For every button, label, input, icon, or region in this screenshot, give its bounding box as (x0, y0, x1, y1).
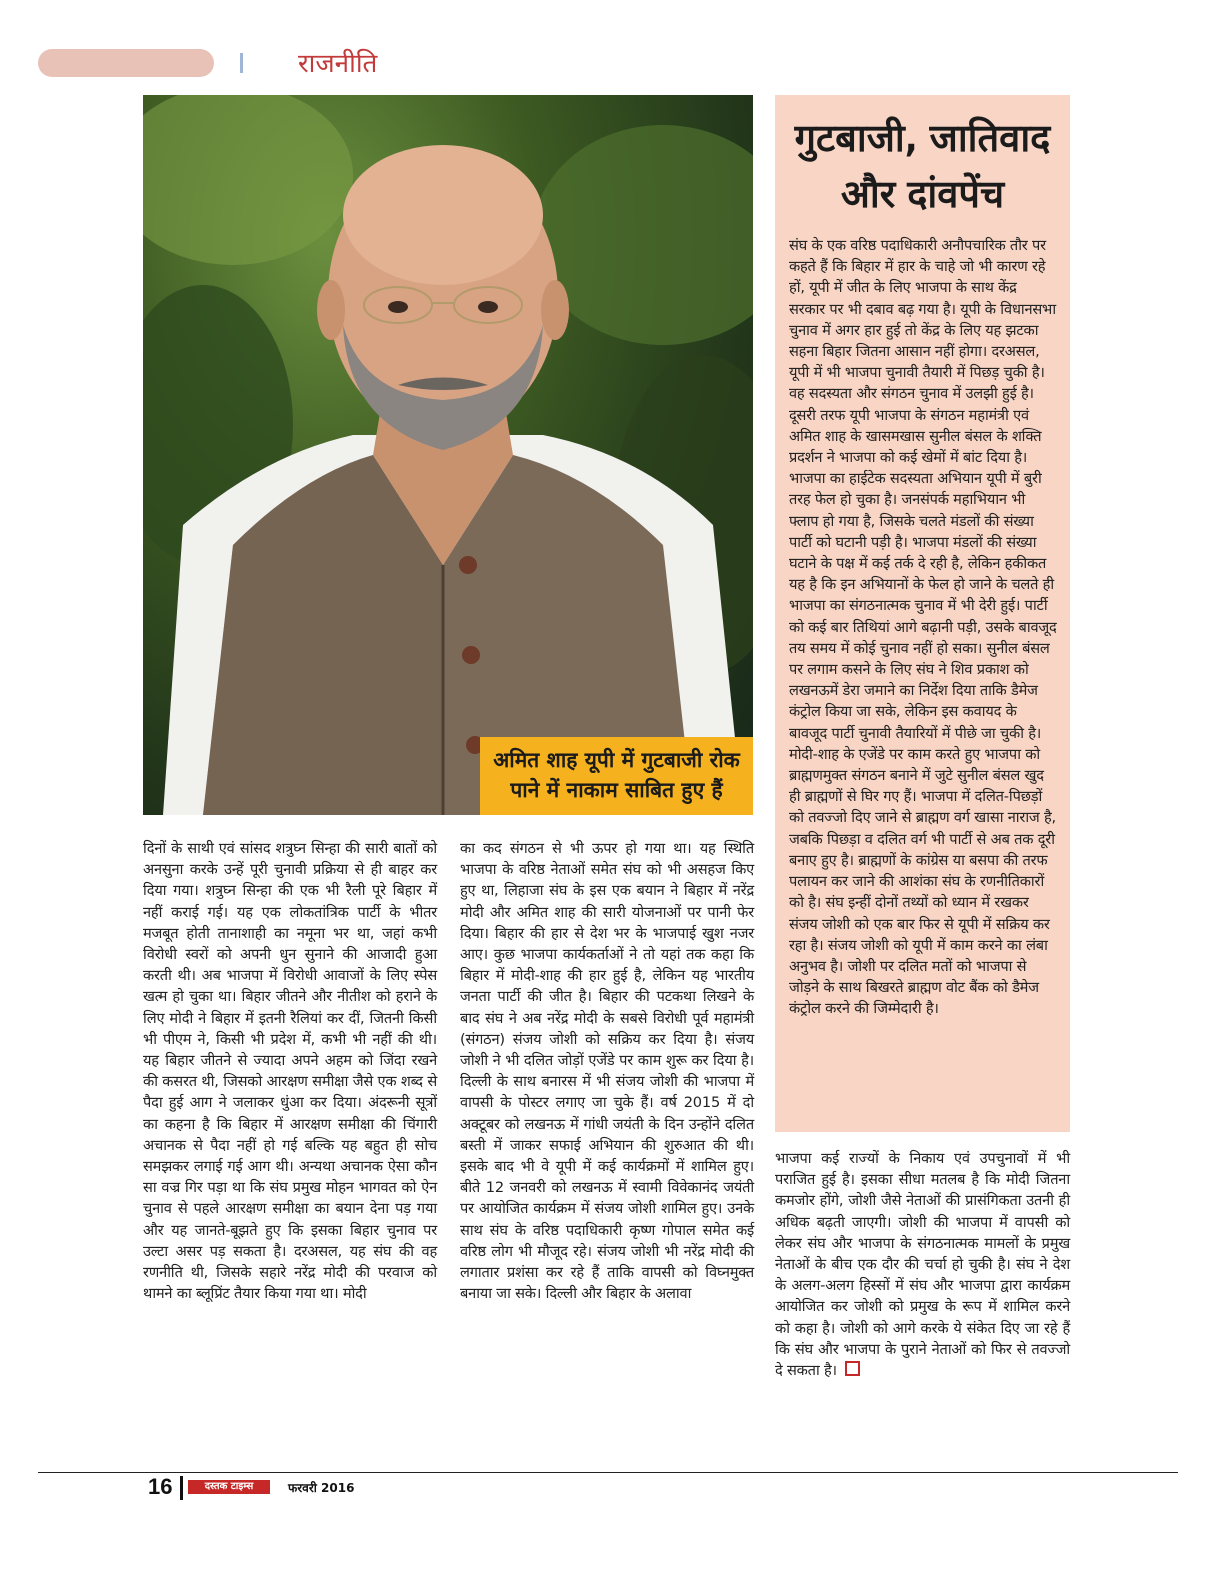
header-pill (38, 49, 214, 77)
page-number: 16 (148, 1474, 173, 1499)
article-column-1: दिनों के साथी एवं सांसद शत्रुघ्न सिन्हा की सारी बातों को अनसुना करके उन्हें पूरी चुनावी प्रक्रिया से ही बाहर कर दिया गया। शत्रुघ्न सिन्हा की एक भी रैली पूरे बिहार में नहीं कराई गई। यह एक लोकतांत्रिक पार्टी के भीतर मजबूत होती तानाशाही का नमूना भर था, जहां कभी विरोधी स्वरों को अपनी धुन सुनाने की आजादी हुआ करती थी। अब भाजपा में विरोधी आवाजों के लिए स्पेस खत्म हो चुका था। बिहार जीतने और नीतीश को हराने के लिए मोदी ने बिहार में इतनी रैलियां कर दीं, जितनी किसी भी पीएम ने, किसी भी प्रदेश में, कभी भी नहीं की थी। यह बिहार जीतने से ज्यादा अपने अहम को जिंदा रखने की कसरत थी, जिसको आरक्षण समीक्षा जैसे एक शब्द से पैदा हुई आग ने जलाकर धुंआ कर दिया। अंदरूनी सूत्रों का कहना है कि बिहार में आरक्षण समीक्षा की चिंगारी अचानक से पैदा नहीं हो गई बल्कि यह बहुत ही सोच समझकर लगाई गई आग थी। अन्यथा अचानक ऐसा कौन सा वज्र गिर पड़ा था कि संघ प्रमुख मोहन भागवत को ऐन चुनाव से पहले आरक्षण समीक्षा का बयान देना पड़ गया और यह जानते-बूझते हुए कि इसका बिहार चुनाव पर उल्टा असर पड़ सकता है। दरअसल, यह संघ की वह रणनीति थी, जिसके सहारे नरेंद्र मोदी की परवाज को थामने का ब्लूप्रिंट तैयार किया गया था। मोदी (143, 840, 437, 1303)
footer-rule (38, 1472, 1178, 1473)
brand-logo: दस्तक टाइम्स (188, 1480, 270, 1494)
footer-separator (180, 1476, 183, 1500)
photo-caption: अमित शाह यूपी में गुटबाजी रोक पाने में नाकाम साबित हुए हैं (480, 737, 753, 815)
sidebar-headline-line2: और दांवपेंच (840, 172, 1005, 216)
article-column-3 (775, 1148, 1070, 1381)
sidebar-body (789, 235, 1057, 1020)
issue-date: फरवरी 2016 (288, 1481, 355, 1495)
sidebar-headline (775, 110, 1070, 222)
sidebar-paragraph-2: मोदी-शाह के एजेंडे पर काम करते हुए भाजपा को ब्राह्मणमुक्त संगठन बनाने में जुटे सुनील बंसल खुद ही ब्राह्मणों से घिर गए हैं। भाजपा में दलित-पिछड़ों को तवज्जो दिए जाने से ब्राह्मण वर्ग खासा नाराज है, जबकि पिछड़ा व दलित वर्ग भी पार्टी से अब तक दूरी बनाए हुए है। ब्राह्मणों के कांग्रेस या बसपा की तरफ पलायन कर जाने की आशंका संघ के रणनीतिकारों को है। संघ इन्हीं दोनों तथ्यों को ध्यान में रखकर संजय जोशी को एक बार फिर से यूपी में सक्रिय कर रहा है। संजय जोशी को यूपी में काम करने का लंबा अनुभव है। जोशी पर दलित मतों को भाजपा से जोड़ने के साथ बिखरते ब्राह्मण वोट बैंक को डैमेज कंट्रोल करने की जिम्मेदारी है। (789, 745, 1056, 1018)
sidebar-paragraph-1: संघ के एक वरिष्ठ पदाधिकारी अनौपचारिक तौर पर कहते हैं कि बिहार में हार के चाहे जो भी कारण रहे हों, यूपी में जीत के लिए भाजपा के साथ केंद्र सरकार पर भी दबाव बढ़ गया है। यूपी के विधानसभा चुनाव में अगर हार हुई तो केंद्र के लिए यह झटका सहना बिहार जितना आसान नहीं होगा। दरअसल, यूपी में भी भाजपा चुनावी तैयारी में पिछड़ चुकी है। वह सदस्यता और संगठन चुनाव में उलझी हुई है। दूसरी तरफ यूपी भाजपा के संगठन महामंत्री एवं अमित शाह के खासमखास सुनील बंसल के शक्ति प्रदर्शन ने भाजपा को कई खेमों में बांट दिया है। भाजपा का हाईटेक सदस्यता अभियान यूपी में बुरी तरह फेल हो चुका है। जनसंपर्क महाभियान भी फ्लाप हो गया है, जिसके चलते मंडलों की संख्या पार्टी को घटानी पड़ी है। भाजपा मंडलों की संख्या घटाने के पक्ष में कई तर्क दे रही है, लेकिन हकीकत यह है कि इन अभियानों के फेल हो जाने के चलते ही भाजपा का संगठनात्मक चुनाव में भी देरी हुई। पार्टी को कई बार तिथियां आगे बढ़ानी पड़ी, उसके बावजूद तय समय में कोई चुनाव नहीं हो सका। सुनील बंसल पर लगाम कसने के लिए संघ ने शिव प्रकाश को लखनऊमें डेरा जमाने का निर्देश दिया ताकि डैमेज कंट्रोल किया जा सके, लेकिन इस कवायद के बावजूद पार्टी चुनावी तैयारियों में पीछे जा चुकी है। (789, 237, 1057, 742)
section-title: राजनीति (298, 49, 378, 79)
end-mark-icon (845, 1361, 860, 1376)
portrait-illustration (143, 95, 753, 815)
article-column-2: का कद संगठन से भी ऊपर हो गया था। यह स्थिति भाजपा के वरिष्ठ नेताओं समेत संघ को भी असहज किए हुए था, लिहाजा संघ के इस एक बयान ने बिहार में नरेंद्र मोदी और अमित शाह की सारी योजनाओं पर पानी फेर दिया। बिहार की हार से देश भर के भाजपाई खुश नजर आए। कुछ भाजपा कार्यकर्ताओं ने तो यहां तक कहा कि बिहार में मोदी-शाह की हार हुई है, लेकिन यह भारतीय जनता पार्टी की जीत है। बिहार की पटकथा लिखने के बाद संघ ने अब नरेंद्र मोदी के सबसे विरोधी पूर्व महामंत्री (संगठन) संजय जोशी को सक्रिय कर दिया है। संजय जोशी ने भी दलित जोड़ों एजेंडे पर काम शुरू कर दिया है। दिल्ली के साथ बनारस में भी संजय जोशी की भाजपा में वापसी के पोस्टर लगाए जा चुके हैं। वर्ष 2015 में दो अक्टूबर को लखनऊ में गांधी जयंती के दिन उन्होंने दलित बस्ती में जाकर सफाई अभियान की शुरुआत की थी। इसके बाद भी वे यूपी में कई कार्यक्रमों में शामिल हुए। बीते 12 जनवरी को लखनऊ में स्वामी विवेकानंद जयंती पर आयोजित कार्यक्रम में संजय जोशी शामिल हुए। उनके साथ संघ के वरिष्ठ पदाधिकारी कृष्ण गोपाल समेत कई वरिष्ठ लोग भी मौजूद रहे। संजय जोशी भी नरेंद्र मोदी की लगातार प्रशंसा कर रहे हैं ताकि वापसी को विघ्नमुक्त बनाया जा सके। दिल्ली और बिहार के अलावा (460, 840, 754, 1303)
sidebar-headline-line1: गुटबाजी, जातिवाद (794, 116, 1051, 160)
article-column-3-text: भाजपा कई राज्यों के निकाय एवं उपचुनावों में भी पराजित हुई है। इसका सीधा मतलब है कि मोदी जितना कमजोर होंगे, जोशी जैसे नेताओं की प्रासंगिकता उतनी ही अधिक बढ़ती जाएगी। जोशी की भाजपा में वापसी को लेकर संघ और भाजपा के संगठनात्मक मामलों के प्रमुख नेताओं के बीच एक दौर की चर्चा हो चुकी है। संघ ने देश के अलग-अलग हिस्सों में संघ और भाजपा द्वारा कार्यक्रम आयोजित कर जोशी को प्रमुख के रूप में शामिल करने को कहा है। जोशी को आगे करके ये संकेत दिए जा रहे हैं कि संघ और भाजपा के पुराने नेताओं को फिर से तवज्जो दे सकता है। (775, 1150, 1070, 1380)
article-photo (143, 95, 753, 815)
header-separator (240, 53, 243, 73)
sidebar-box (775, 95, 1070, 1132)
